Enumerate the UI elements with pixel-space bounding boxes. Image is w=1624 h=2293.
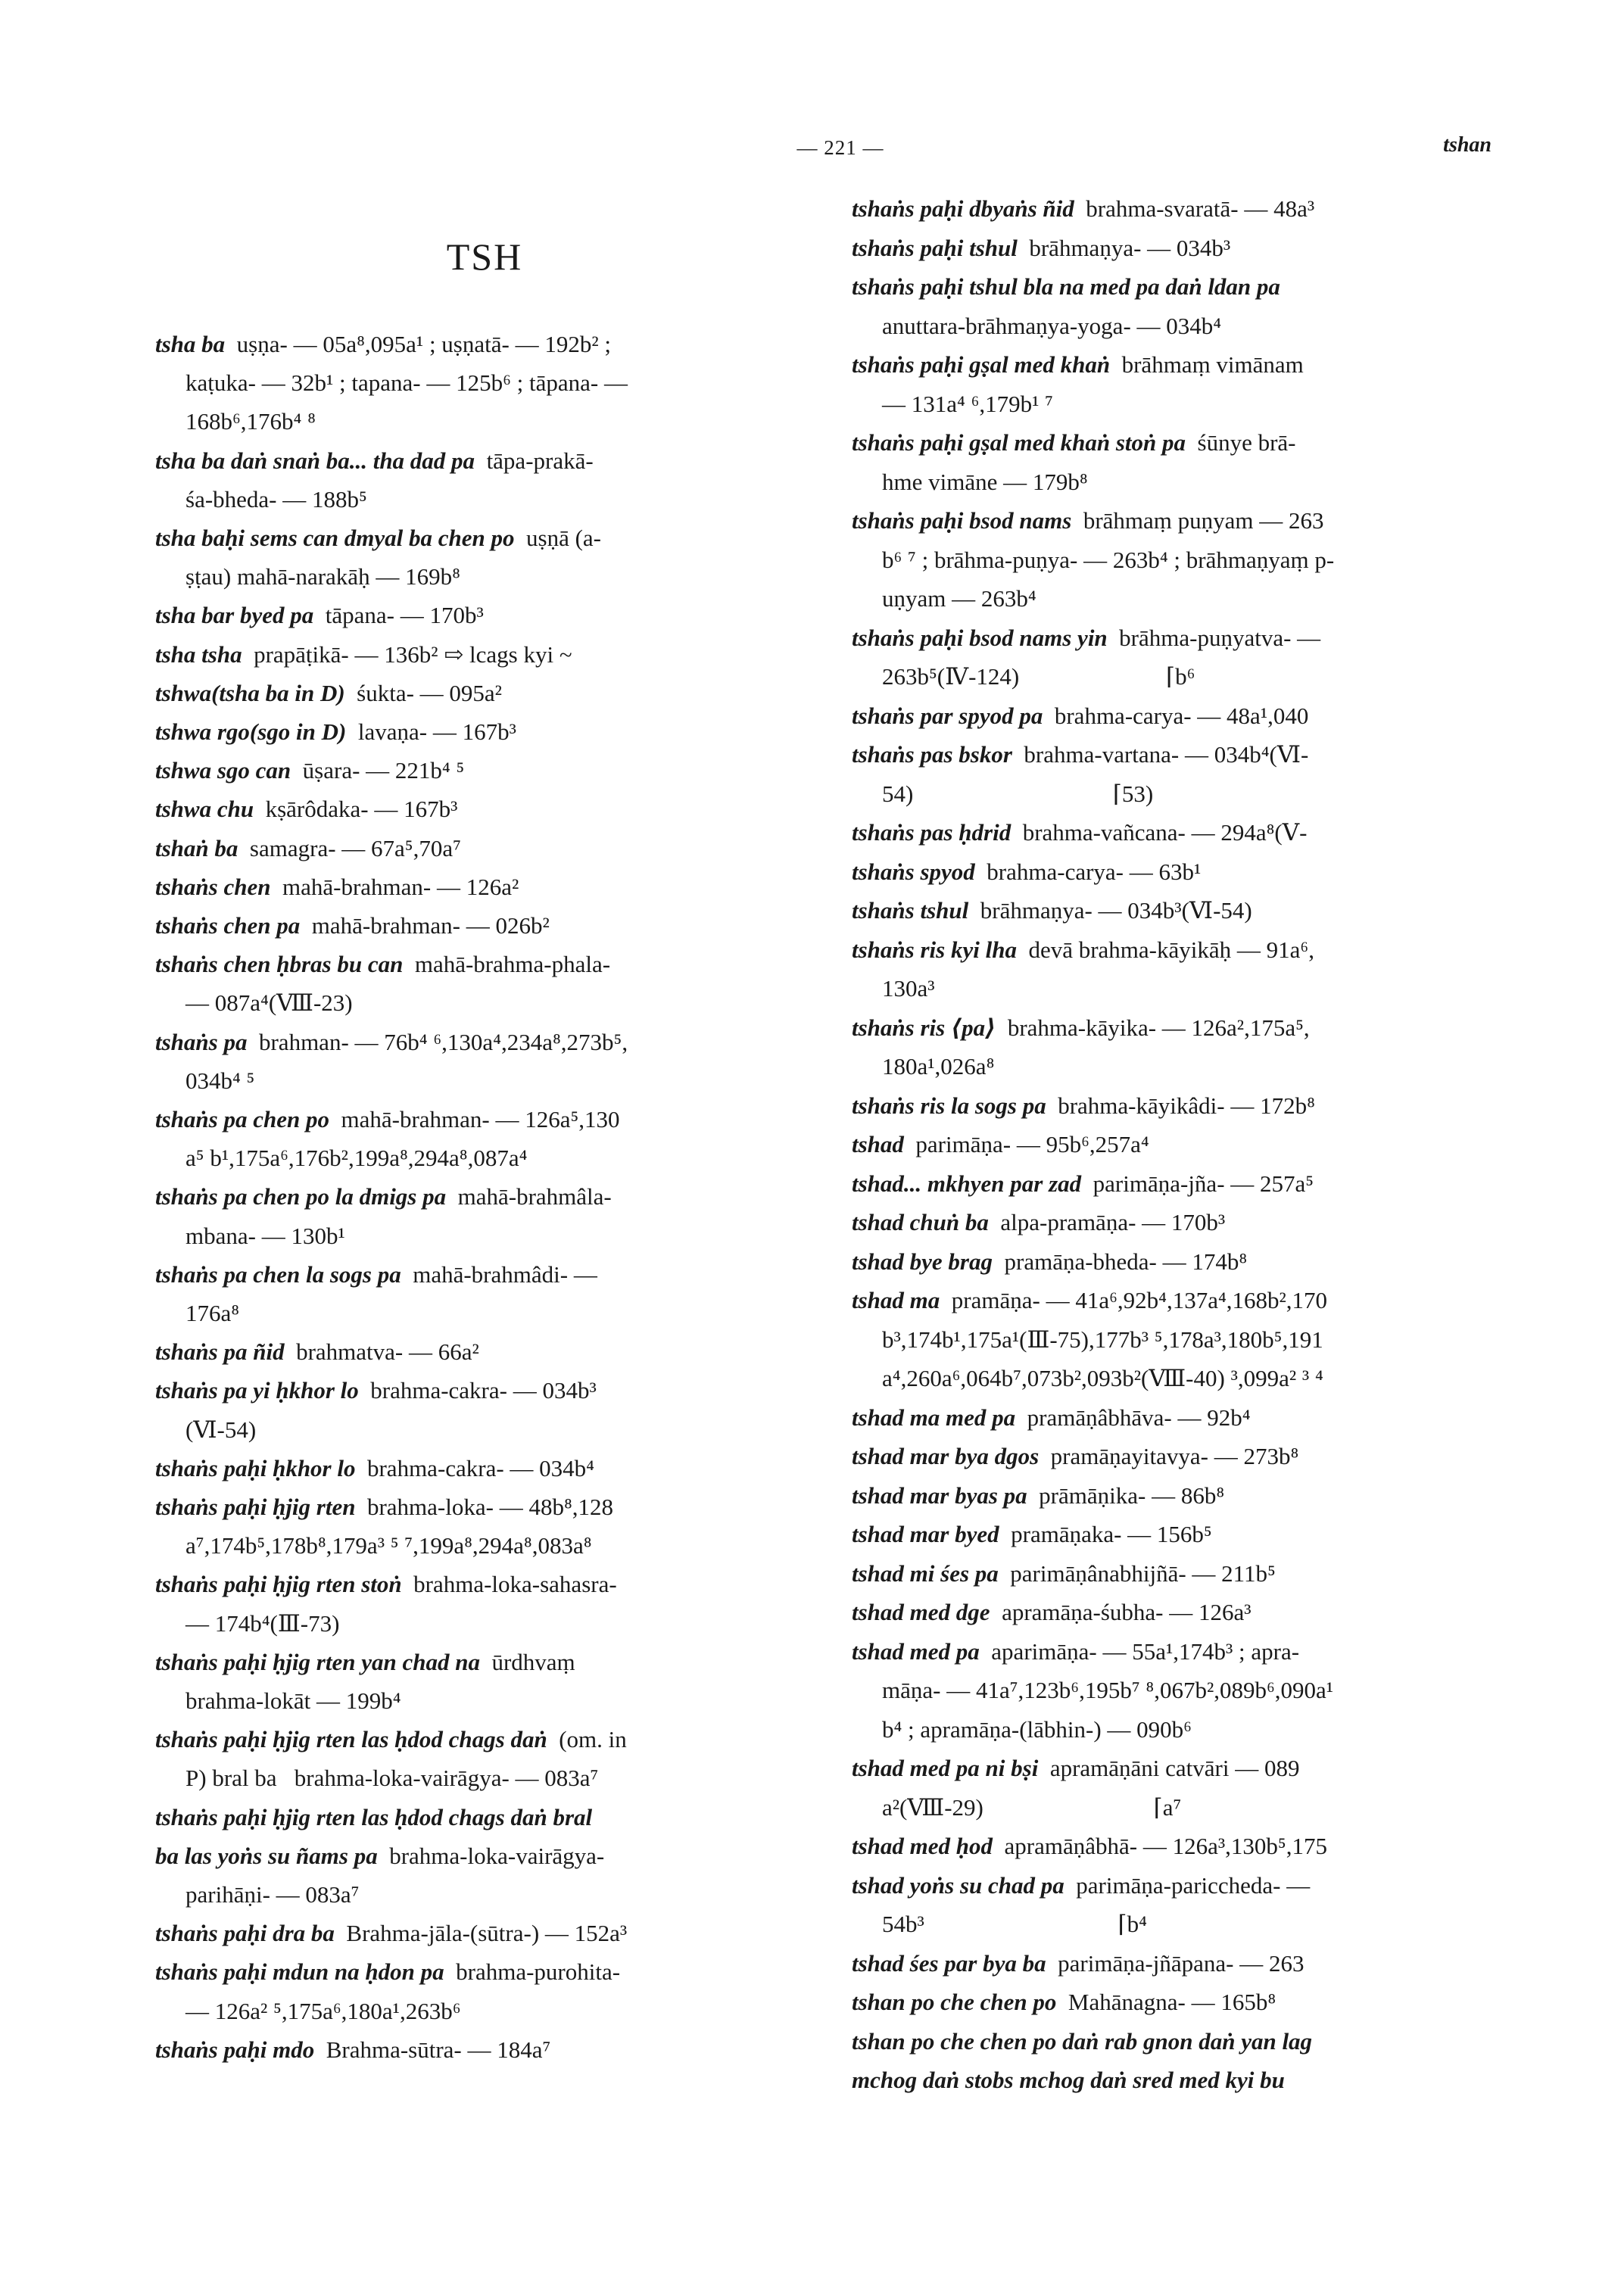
definition: prapāṭikā- — 136b² ⇨ lcags kyi ~ (242, 640, 572, 668)
headword: tshad mi śes pa (852, 1559, 999, 1587)
headword: tsha baḥi sems can dmyal ba chen po (155, 525, 515, 551)
definition: parimāṇa-jñāpana- — 263 (1046, 1949, 1304, 1977)
headword: tshad med ḥod (852, 1833, 993, 1859)
entry-line (852, 1441, 1298, 1472)
entry-line (155, 1880, 359, 1910)
definition: parihāṇi- — 083a⁷ (185, 1881, 360, 1908)
definition: — 174b⁴(Ⅲ-73) (185, 1609, 340, 1637)
definition: Brahma-jāla-(sūtra-) — 152a³ (334, 1920, 628, 1947)
definition: pramāṇâbhāva- — 92b⁴ (1015, 1404, 1251, 1431)
headword: tshaṅs chen ḥbras bu can (155, 951, 404, 978)
entry-line (852, 2027, 1312, 2057)
entry-line (155, 1841, 604, 1871)
definition: 176a⁸ (185, 1300, 240, 1326)
definition: — 126a² ⁵,175a⁶,180a¹,263b⁶ (185, 1997, 461, 2024)
definition: brahma-carya- — 63b¹ (974, 858, 1202, 885)
definition: b⁴ ; apramāṇa-(lābhin-) — 090b⁶ (882, 1715, 1192, 1743)
definition: hme vimāne — 179b⁸ (882, 468, 1088, 495)
definition: ṣṭau) mahā-narakāḥ — 169b⁸ (185, 563, 460, 590)
entry-line (852, 467, 1088, 497)
headword: tshaṅs par spyod pa (852, 702, 1043, 729)
definition: prāmāṇika- — 86b⁸ (1027, 1481, 1225, 1509)
entry-line (852, 1715, 1192, 1745)
entry-line (155, 1686, 401, 1716)
headword: tshaṅ ba (155, 834, 238, 861)
entry-line (155, 1492, 613, 1522)
definition: mahā-brahman- — 126a⁵,130 (329, 1106, 620, 1132)
definition: parimāṇânabhijñā- — 211b⁵ (998, 1559, 1276, 1587)
headword: tshaṅs paḥi bsod nams yin (852, 624, 1108, 651)
entry-line (852, 506, 1324, 536)
definition: 54) ⌈53) (882, 780, 1154, 807)
entry-line (155, 1609, 339, 1639)
entry-line (155, 794, 457, 824)
headword: tsha ba daṅ snaṅ ba... tha dad pa (155, 447, 475, 474)
definition: pramāṇayitavya- — 273b⁸ (1039, 1443, 1299, 1469)
headword: tshad chuṅ ba (852, 1209, 989, 1235)
headword: tshad śes par bya ba (852, 1949, 1046, 1977)
entry-line (155, 756, 464, 786)
definition: kṣārôdaka- — 167b³ (254, 796, 458, 823)
entry-line (852, 1519, 1212, 1550)
entry-line (852, 272, 1280, 302)
definition: tāpana- — 170b³ (313, 602, 484, 629)
entry-line (155, 1375, 597, 1406)
entry-line (155, 1996, 461, 2027)
entry-line (852, 662, 1195, 692)
definition: (om. in (547, 1726, 627, 1753)
headword: tshaṅs paḥi ḥkhor lo (155, 1454, 356, 1481)
definition: Brahma-sūtra- — 184a⁷ (314, 2036, 551, 2063)
definition: mahā-brahma-phala- (403, 951, 611, 978)
definition: brāhma-puṇyatva- — (1107, 624, 1321, 651)
entry-line (852, 428, 1296, 458)
entry-line (852, 350, 1304, 380)
entry-line (852, 896, 1252, 926)
entry-line (852, 1285, 1327, 1316)
headword: tshaṅs paḥi mdun na ḥdon pa (155, 1958, 444, 1986)
entry-line (155, 1182, 612, 1212)
headword: tshad ma med pa (852, 1404, 1016, 1431)
entry-line (852, 935, 1314, 965)
headword: tshad mar bya dgos (852, 1443, 1040, 1469)
headword: tshaṅs chen (155, 873, 271, 900)
definition: mahā-brahmâdi- — (401, 1260, 597, 1288)
entry-line (155, 1337, 479, 1367)
entry-line (852, 311, 1221, 341)
entry-line (852, 1559, 1276, 1589)
headword: tshaṅs ris ⟨pa⟩ (852, 1014, 996, 1041)
definition: apramāṇāni catvāri — 089 (1038, 1755, 1300, 1781)
definition: uṇyam — 263b⁴ (882, 585, 1036, 612)
entry-line (852, 389, 1053, 419)
headword: tshaṅs paḥi ḥjig rten (155, 1494, 356, 1520)
headword: tshad... mkhyen par zad (852, 1170, 1082, 1197)
headword: tshaṅs tshul (852, 897, 969, 924)
entry-line (155, 1569, 617, 1600)
entry-line (852, 233, 1230, 263)
definition: parimāṇa-pariccheda- — (1064, 1871, 1311, 1899)
headword: tshwa(tsha ba in D) (155, 679, 345, 706)
headword: mchog daṅ stobs mchog daṅ sred med kyi bu (852, 2067, 1285, 2093)
headword: tsha tsha (155, 640, 242, 668)
entry-line (155, 911, 550, 941)
entry-line (852, 1363, 1323, 1394)
entry-line (155, 872, 519, 902)
entry-line (852, 623, 1320, 653)
page-number: — 221 — (796, 136, 884, 159)
definition: Mahānagna- — 165b⁸ (1056, 1989, 1276, 2015)
entry-line (155, 407, 316, 437)
headword: tsha ba (155, 331, 226, 357)
headword: tshaṅs pa chen la sogs pa (155, 1260, 401, 1288)
entry-line (852, 1129, 1149, 1160)
definition: mahā-brahman- — 126a² (270, 873, 519, 900)
entry-line (155, 1066, 254, 1096)
entry-line (155, 678, 502, 709)
headword: tshaṅs pa (155, 1028, 248, 1055)
entry-line (852, 1597, 1252, 1628)
definition: mahā-brahman- — 026b² (300, 912, 550, 939)
definition: a²(Ⅷ-29) ⌈a⁷ (882, 1793, 1182, 1821)
entry-line (852, 1169, 1314, 1199)
definition: tāpa-prakā- (475, 447, 594, 474)
headword: tshaṅs pa chen po (155, 1106, 329, 1132)
definition: 034b⁴ ⁵ (185, 1067, 255, 1094)
entry-line (155, 640, 572, 670)
entry-line (852, 779, 1153, 809)
entry-line (155, 1221, 345, 1251)
entry-line (852, 740, 1308, 770)
definition: pramāṇa- — 41a⁶,92b⁴,137a⁴,168b²,170 (940, 1287, 1328, 1313)
definition: mahā-brahmâla- (446, 1183, 612, 1210)
headword: tshaṅs paḥi gṣal med khaṅ (852, 351, 1111, 378)
entry-line (155, 1453, 594, 1484)
definition: a⁵ b¹,175a⁶,176b²,199a⁸,294a⁸,087a⁴ (185, 1145, 528, 1172)
definition: brahma-carya- — 48a¹,040 (1043, 702, 1309, 729)
headword: tshwa rgo(sgo in D) (155, 718, 347, 745)
entry-line (852, 1051, 994, 1082)
headword: tshaṅs ris kyi lha (852, 936, 1017, 963)
definition: aparimāṇa- — 55a¹,174b³ ; apra- (979, 1637, 1300, 1665)
headword: tshad (852, 1131, 904, 1157)
definition: 180a¹,026a⁸ (882, 1053, 995, 1080)
entry-line (155, 1763, 598, 1793)
headword: ba las yoṅs su ñams pa (155, 1842, 378, 1869)
entry-line (155, 1415, 256, 1445)
headword: tshaṅs pa chen po la dmigs pa (155, 1183, 447, 1210)
definition: devā brahma-kāyikāḥ — 91a⁶, (1016, 936, 1314, 963)
definition: kaṭuka- — 32b¹ ; tapana- — 125b⁶ ; tāpana- — (185, 369, 628, 397)
entry-line (155, 1724, 627, 1755)
definition: parimāṇa- — 95b⁶,257a⁴ (903, 1131, 1149, 1157)
entry-line (852, 974, 935, 1004)
definition: brahma-cakra- — 034b⁴ (355, 1454, 594, 1481)
definition: (Ⅵ-54) (185, 1416, 257, 1443)
definition: māṇa- — 41a⁷,123b⁶,195b⁷ ⁸,067b²,089b⁶,090a¹ (882, 1677, 1334, 1703)
definition: brāhmaṇya- — 034b³(Ⅵ-54) (968, 897, 1252, 924)
headword: tshaṅs paḥi mdo (155, 2036, 315, 2063)
definition: — 087a⁴(Ⅷ-23) (185, 989, 353, 1017)
definition: brahma-loka-vairāgya- (377, 1842, 605, 1869)
entry-line (155, 1298, 239, 1329)
headword: tshaṅs paḥi gṣal med khaṅ stoṅ pa (852, 429, 1186, 456)
headword: tshaṅs pa ñid (155, 1338, 285, 1366)
definition: ūrdhvaṃ (479, 1648, 575, 1675)
definition: brahma-kāyikâdi- — 172b⁸ (1046, 1092, 1315, 1119)
definition: brahma-vartana- — 034b⁴(Ⅵ- (1011, 741, 1309, 768)
entry-line (155, 562, 460, 592)
definition: brāhmaṃ puṇyam — 263 (1071, 507, 1324, 534)
entry-line (155, 1647, 575, 1678)
headword: tsha bar byed pa (155, 602, 314, 629)
entry-line (852, 2065, 1285, 2095)
headword: tshaṅs paḥi dbyaṅs ñid (852, 195, 1074, 222)
definition: apramāṇa-śubha- — 126a³ (990, 1599, 1252, 1625)
entry-line (852, 1481, 1224, 1511)
running-head: tshan (1443, 133, 1492, 157)
definition: śa-bheda- — 188b⁵ (185, 485, 367, 512)
entry-line (852, 1091, 1315, 1121)
entry-line (155, 1802, 592, 1833)
definition: b⁶ ⁷ ; brāhma-puṇya- — 263b⁴ ; brāhmaṇyaṃ p- (882, 546, 1335, 573)
entry-line (155, 1104, 620, 1135)
definition: brahma-loka-sahasra- (401, 1571, 617, 1598)
definition: uṣṇa- — 05a⁸,095a¹ ; uṣṇatā- — 192b² ; (225, 331, 611, 357)
headword: tshan po che chen po daṅ rab gnon daṅ yan lag (852, 2027, 1313, 2055)
headword: tshad med pa (852, 1637, 980, 1665)
definition: pramāṇa-bheda- — 174b⁸ (993, 1248, 1248, 1275)
definition: śukta- — 095a² (344, 679, 502, 706)
headword: tshaṅs paḥi ḥjig rten las ḥdod chags daṅ (155, 1726, 547, 1753)
definition: pramāṇaka- — 156b⁵ (999, 1521, 1212, 1547)
entry-line (155, 1918, 627, 1949)
entry-line (852, 1013, 1310, 1043)
entry-line (155, 2035, 550, 2065)
headword: tshad yoṅs su chad pa (852, 1871, 1064, 1899)
entry-line (155, 484, 367, 515)
definition: brahma-loka- — 48b⁸,128 (355, 1494, 613, 1520)
headword: tshwa chu (155, 796, 254, 823)
entry-line (155, 523, 601, 553)
headword: tshaṅs paḥi bsod nams (852, 507, 1072, 534)
definition: brahma-svaratā- — 48a³ (1074, 195, 1315, 222)
definition: lavaṇa- — 167b³ (346, 718, 516, 745)
definition: a⁷,174b⁵,178b⁸,179a³ ⁵ ⁷,199a⁸,294a⁸,083a⁸ (185, 1532, 592, 1559)
entry-line (155, 1143, 527, 1173)
definition: brahma-vañcana- — 294a⁸(Ⅴ- (1011, 819, 1308, 846)
definition: mbana- — 130b¹ (185, 1222, 345, 1249)
headword: tshad mar byas pa (852, 1481, 1027, 1509)
entry-line (155, 368, 628, 398)
entry-line (852, 818, 1307, 848)
definition: brahma-lokāt — 199b⁴ (185, 1687, 401, 1714)
entry-line (155, 949, 610, 980)
entry-line (852, 1949, 1304, 1979)
entry-line (852, 584, 1036, 614)
headword: tshad med dge (852, 1599, 990, 1625)
entry-line (852, 1871, 1310, 1901)
definition: 54b³ ⌈b⁴ (882, 1911, 1147, 1937)
headword: tshad bye brag (852, 1248, 993, 1275)
headword: tshaṅs paḥi ḥjig rten yan chad na (155, 1648, 480, 1675)
entry-line (155, 833, 461, 864)
headword: tshaṅs pas bskor (852, 741, 1012, 768)
entry-line (852, 1831, 1327, 1862)
definition: brahma-purohita- (444, 1958, 621, 1986)
entry-line (155, 1531, 592, 1561)
headword: tshad med pa ni bṣi (852, 1755, 1039, 1781)
entry-line (155, 1260, 597, 1290)
headword: tshaṅs pa yi ḥkhor lo (155, 1377, 359, 1404)
entry-line (852, 1247, 1247, 1277)
entry-line (852, 1325, 1323, 1355)
entry-line (852, 194, 1314, 224)
definition: brahma-kāyika- — 126a²,175a⁵, (996, 1014, 1310, 1041)
definition: brahman- — 76b⁴ ⁶,130a⁴,234a⁸,273b⁵, (247, 1028, 628, 1055)
definition: uṣṇā (a- (514, 525, 601, 551)
entry-line (155, 1027, 628, 1058)
headword: tshaṅs chen pa (155, 912, 301, 939)
headword: tshaṅs ris la sogs pa (852, 1092, 1046, 1119)
definition: a⁴,260a⁶,064b⁷,073b²,093b²(Ⅷ-40) ³,099a² ³ ⁴ (882, 1365, 1323, 1391)
entry-line (852, 1909, 1147, 1939)
definition: b³,174b¹,175a¹(Ⅲ-75),177b³ ⁵,178a³,180b⁵,191 (882, 1326, 1323, 1353)
entry-line (852, 1793, 1181, 1823)
headword: tshaṅs paḥi tshul bla na med pa daṅ ldan pa (852, 273, 1280, 300)
definition: P) bral ba brahma-loka-vairāgya- — 083a⁷ (185, 1765, 599, 1792)
section-heading: TSH (446, 235, 523, 278)
entry-line (852, 857, 1201, 887)
headword: tshaṅs paḥi ḥjig rten las ḥdod chags daṅ bral (155, 1803, 593, 1830)
headword: tshaṅs paḥi dra ba (155, 1920, 335, 1947)
entry-line (852, 1637, 1299, 1667)
definition: anuttara-brāhmaṇya-yoga- — 034b⁴ (882, 312, 1222, 339)
definition: 168b⁶,176b⁴ ⁸ (185, 408, 316, 435)
headword: tshaṅs spyod (852, 858, 975, 885)
entry-line (852, 1675, 1333, 1706)
entry-line (852, 1987, 1276, 2017)
definition: — 131a⁴ ⁶,179b¹ ⁷ (882, 390, 1053, 417)
entry-line (852, 1403, 1251, 1433)
definition: brāhmaṇya- — 034b³ (1017, 234, 1231, 261)
definition: samagra- — 67a⁵,70a⁷ (238, 834, 461, 861)
definition: brāhmaṃ vimānam (1110, 351, 1304, 378)
headword: tshaṅs paḥi ḥjig rten stoṅ (155, 1571, 402, 1598)
entry-line (852, 701, 1308, 731)
entry-line (155, 446, 594, 476)
definition: 130a³ (882, 975, 935, 1002)
entry-line (155, 717, 516, 747)
entry-line (155, 600, 484, 631)
entry-line (852, 1753, 1300, 1784)
definition: parimāṇa-jña- — 257a⁵ (1081, 1170, 1314, 1197)
headword: tshan po che chen po (852, 1989, 1057, 2015)
entry-line (155, 329, 611, 360)
entry-line (155, 1957, 620, 1987)
definition: śūnye brā- (1186, 429, 1296, 456)
headword: tshaṅs paḥi tshul (852, 234, 1018, 261)
definition: 263b⁵(Ⅳ-124) ⌈b⁶ (882, 663, 1195, 690)
headword: tshad mar byed (852, 1521, 999, 1547)
definition: alpa-pramāṇa- — 170b³ (988, 1209, 1226, 1235)
definition: brahmatva- — 66a² (284, 1338, 479, 1366)
definition: apramāṇâbhā- — 126a³,130b⁵,175 (993, 1833, 1327, 1859)
definition: brahma-cakra- — 034b³ (358, 1377, 597, 1404)
definition: ūṣara- — 221b⁴ ⁵ (291, 757, 465, 784)
headword: tshaṅs pas ḥdrid (852, 819, 1011, 846)
headword: tshwa sgo can (155, 757, 291, 784)
entry-line (852, 1207, 1225, 1238)
headword: tshad ma (852, 1287, 940, 1313)
entry-line (852, 545, 1334, 575)
entry-line (155, 988, 353, 1018)
